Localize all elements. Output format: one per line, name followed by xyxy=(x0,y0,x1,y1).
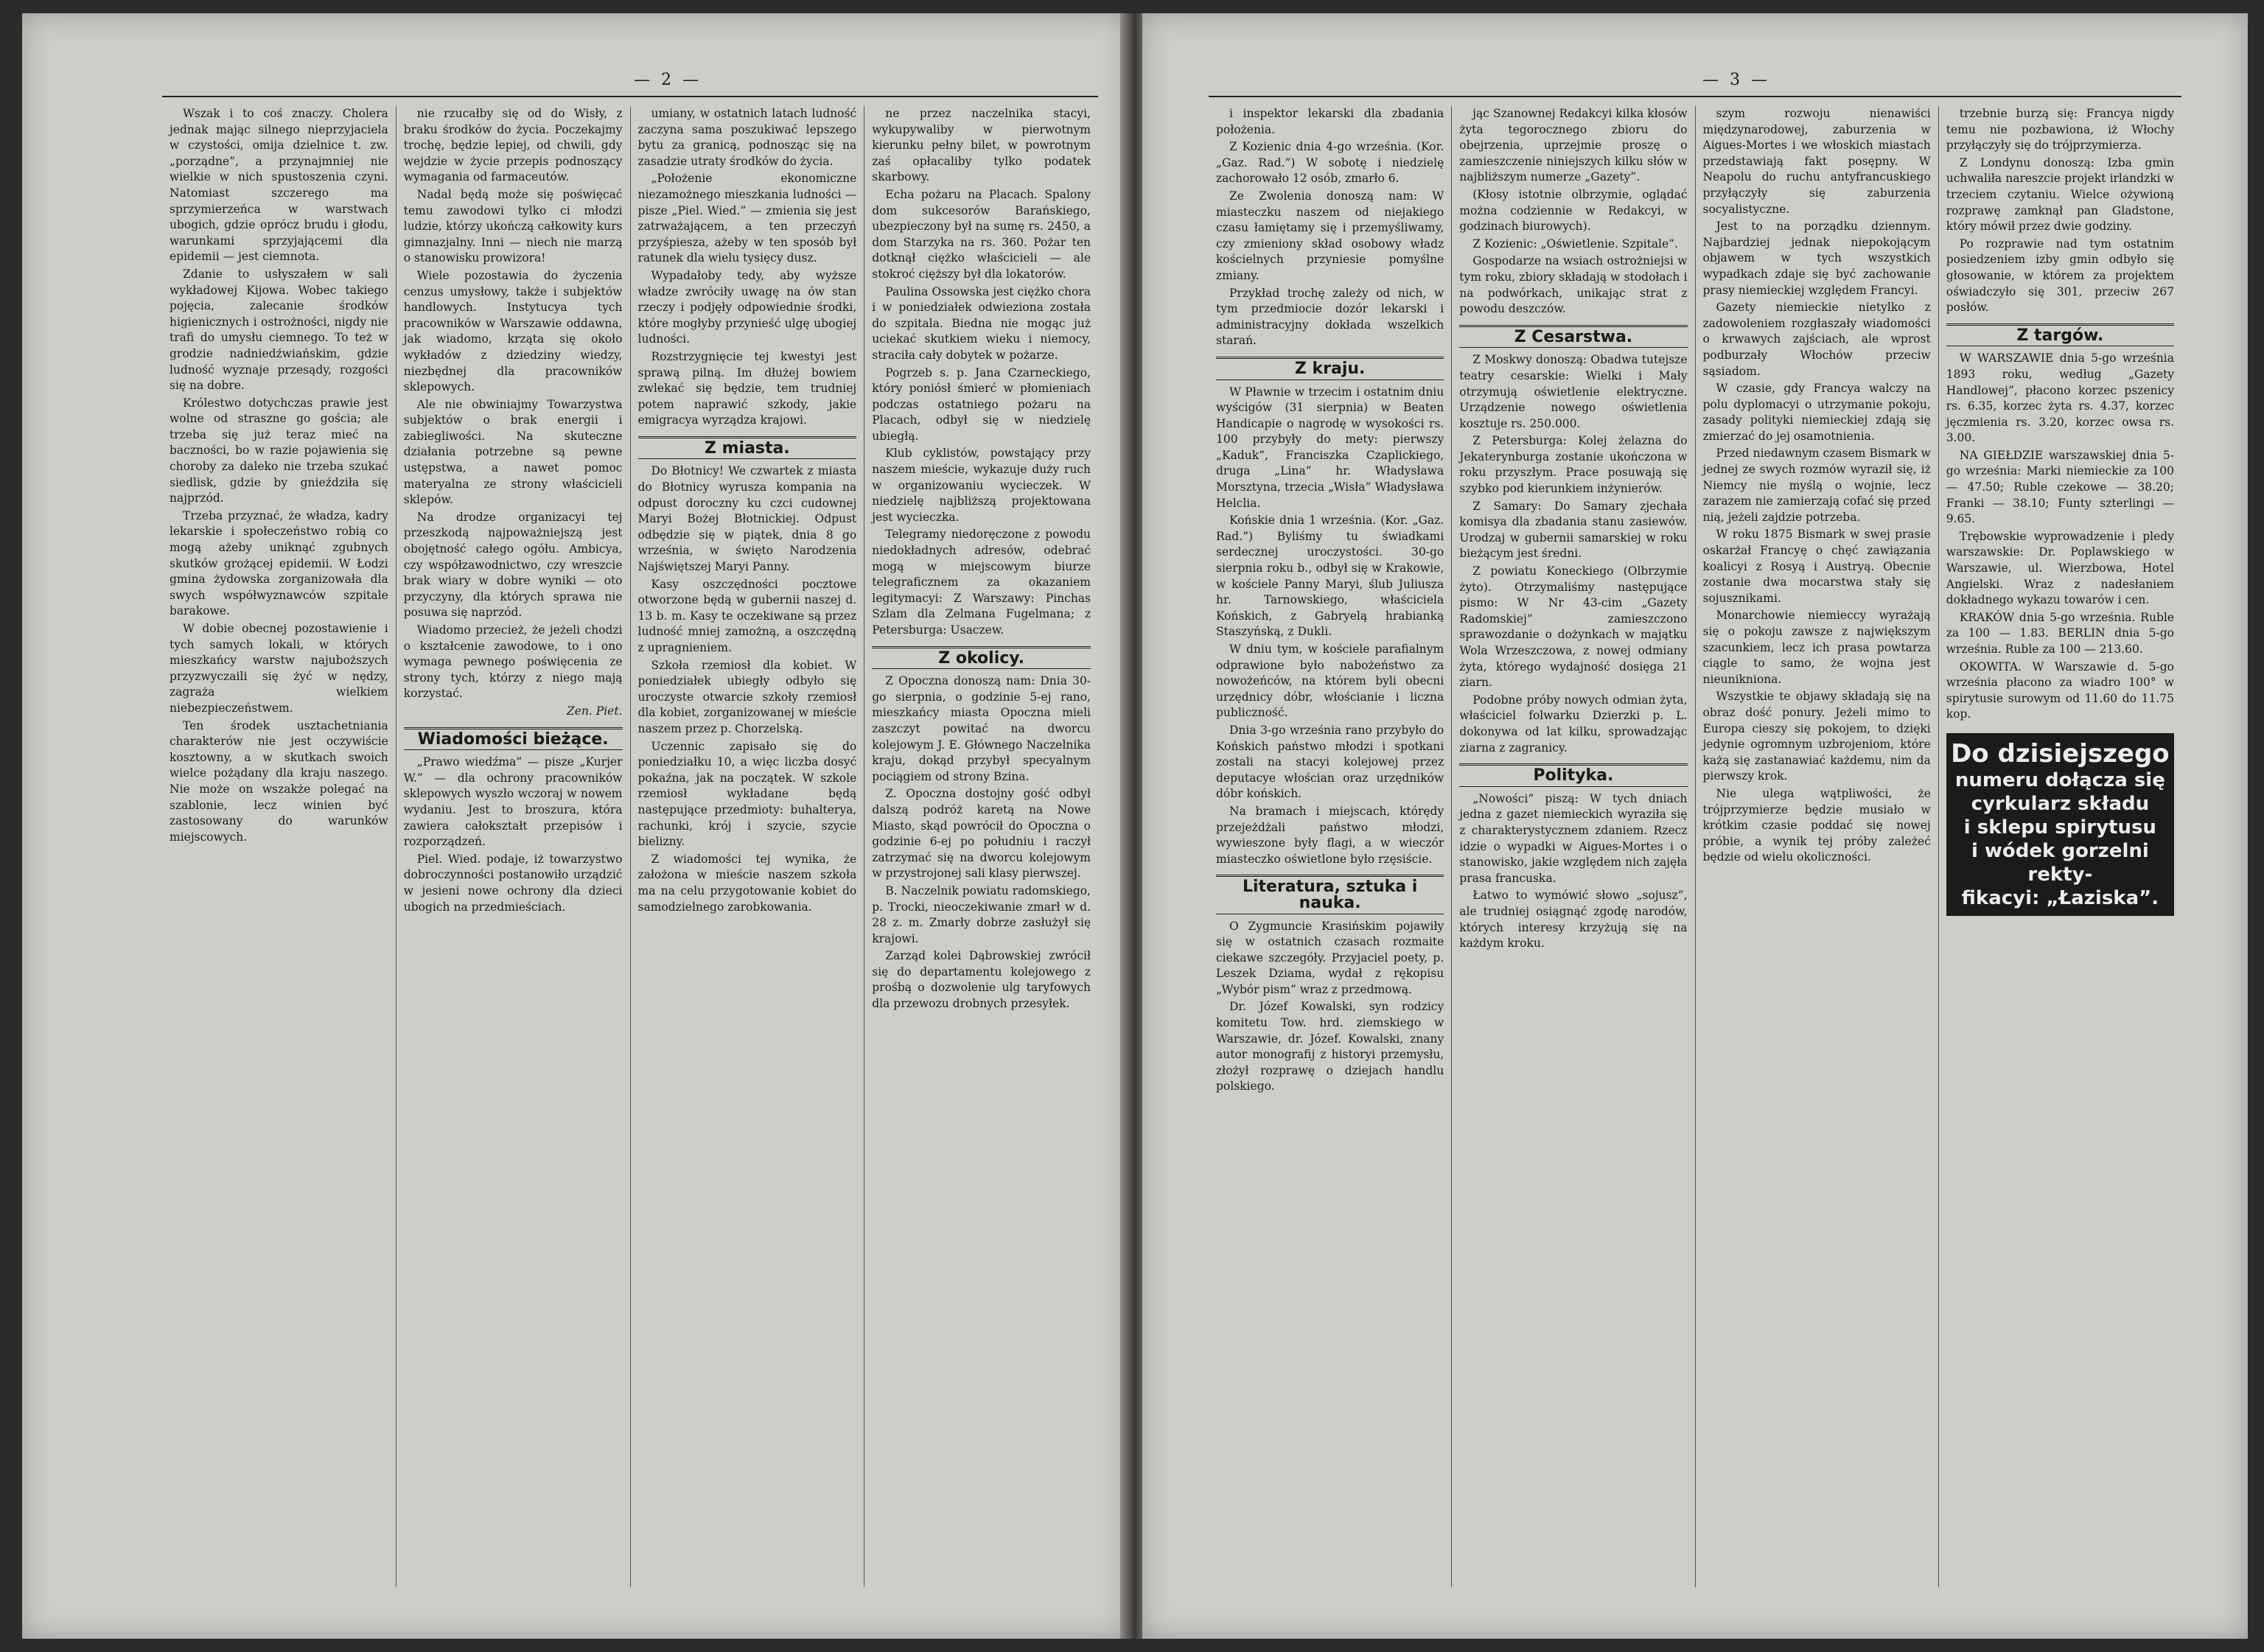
article-paragraph: szym rozwoju nienawiści międzynarodowej, zaburzenia w Aigues-Mortes i we włoskich miastach przedstawiają fakt posępny. W Neapolu do ruchu antyfrancuskiego przyłączyły się zaburzenia socyalistyczne. xyxy=(1702,107,1931,216)
advertisement-line: numeru dołącza się xyxy=(1954,769,2165,791)
article-paragraph: Z Londynu donoszą: Izba gmin uchwaliła nareszcie projekt irlandzki w trzeciem czytaniu. Wielce ożywioną rozprawę zamknął pan Gladstone, który mówił przez dwie godziny. xyxy=(1946,155,2174,234)
article-paragraph: W WARSZAWIE dnia 5-go września 1893 roku, według „Gazety Handlowej”, płacono korzec pszenicy rs. 6.35, korzec żyta rs. 4.37, korzec jęczmienia rs. 3.20, korzec owsa rs. 3.00. xyxy=(1946,351,2174,445)
text-column xyxy=(1209,106,1452,1587)
article-paragraph: Dr. Józef Kowalski, syn rodzicy komitetu Tow. hrd. ziemskiego w Warszawie, dr. Józef. Kowalski, znany autor monografij z historyi przemysłu, złożył rozprawę o dziejach handlu polskiego. xyxy=(1216,1000,1444,1093)
article-paragraph: „Nowości” piszą: W tych dniach jedna z gazet niemieckich wyraziła się z charakterystycznem zdaniem. Rzecz idzie o wypadki w Aigues-Mortes i o stanowisko, jakie względem nich zajęła prasa francuska. xyxy=(1459,791,1688,885)
article-paragraph: Ale nie obwiniajmy Towarzystwa subjektów o brak energii i zabiegliwości. Na skuteczne działania potrzebne są pewne ustępstwa, a nawet pomoc materyalna ze strony właścicieli sklepów. xyxy=(403,397,623,507)
right-columns xyxy=(1209,106,2181,1587)
article-paragraph: Łatwo to wymówić słowo „sojusz”, ale trudniej osiągnąć zgodę narodów, których interesy krzyżują się na każdym kroku. xyxy=(1459,889,1688,951)
author-signature: Zen. Piet. xyxy=(567,704,623,718)
article-paragraph: Przed niedawnym czasem Bismark w jednej ze swych rozmów wyraził się, iż Niemcy nie myślą o wojnie, lecz zarazem nie zamierzają cofać się przed nią, jeżeli zajdzie potrzeba. xyxy=(1702,447,1931,524)
article-paragraph: Kasy oszczędności pocztowe otworzone będą w gubernii naszej d. 13 b. m. Kasy te oczekiwane są przez ludność mniej zamożną, a oszczędną z upragnieniem. xyxy=(637,577,857,654)
text-column xyxy=(1452,106,1695,1587)
left-page xyxy=(22,13,1128,1639)
article-paragraph: Do Błotnicy! We czwartek z miasta do Błotnicy wyrusza kompania na odpust doroczny ku czci cudownej Maryi Bożej Błotnickiej. Odpust odbędzie się w piątek, dnia 8 go września, w święto Narodzenia Najświętszej Maryi Panny. xyxy=(637,464,857,574)
article-paragraph: Końskie dnia 1 września. (Kor. „Gaz. Rad.”) Byliśmy tu świadkami serdecznej uroczystości. 30-go sierpnia roku b., odbył się w Krakowie, w kościele Panny Maryi, ślub Juliusza hr. Tarnowskiego, właściciela Końskich, z Gabryelą hrabianką Staszyńską, z Dukli. xyxy=(1216,514,1444,639)
newspaper-spread xyxy=(22,13,2248,1639)
article-paragraph: Telegramy niedoręczone z powodu niedokładnych adresów, odebrać mogą w miejscowym biurze telegraficznem za okazaniem legitymacyi: Z Warszawy: Pinchas Szlam dla Zelmana Fugelmana; z Petersburga: Usaczew. xyxy=(872,528,1091,637)
article-paragraph: KRAKÓW dnia 5-go września. Ruble za 100 — 1.83. BERLIN dnia 5-go września. Ruble za 100 — 213.60. xyxy=(1946,610,2174,656)
text-column xyxy=(1939,106,2181,1587)
article-paragraph: Z Opoczna donoszą nam: Dnia 30-go sierpnia, o godzinie 5-ej rano, mieszkańcy miasta Opoczna mieli zaszczyt powitać na dworcu kolejowym J. E. Głównego Naczelnika kraju, dokąd przybył specyalnym pociągiem od strony Bzina. xyxy=(872,674,1091,783)
advertisement-line: cyrkularz składu xyxy=(1971,792,2150,815)
section-heading: Wiadomości bieżące. xyxy=(404,727,623,751)
article-paragraph: „Prawo wiedźma” — pisze „Kurjer W.” — dla ochrony pracowników sklepowych wyszło wczoraj w nowem wydaniu. Jest to broszura, która zawiera całokształt przepisów i rozporządzeń. xyxy=(403,755,623,849)
article-paragraph: Na drodze organizacyi tej przeszkodą najpoważniejszą jest obojętność całego ogółu. Ambicya, czy współzawodnictwo, czy wreszcie brak wiary w dobre wyniki — oto przyczyny, dla których sprawa nie posuwa się naprzód. xyxy=(403,510,623,620)
article-paragraph: Paulina Ossowska jest ciężko chora i w poniedziałek odwieziona została do szpitala. Biedna nie mogąc już uciekać skutkiem wieku i niemocy, straciła cały dobytek w pożarze. xyxy=(872,284,1091,362)
article-paragraph: Szkoła rzemiosł dla kobiet. W poniedziałek ubiegły odbyło się uroczyste otwarcie szkoły rzemiosł dla kobiet, zorganizowanej w mieście naszem przez p. Chorzelską. xyxy=(637,658,857,735)
text-column xyxy=(396,106,631,1587)
text-column xyxy=(631,106,865,1587)
article-paragraph: Rozstrzygnięcie tej kwestyi jest sprawą pilną. Im dłużej bowiem zwlekać się będzie, tem trudniej potem naprawić szkody, jakie emigracya wyrządza krajowi. xyxy=(637,349,857,427)
article-paragraph: W czasie, gdy Francya walczy na polu dyplomacyi o utrzymanie pokoju, zasady polityki niemieckiej zdają się zmierzać do jej osamotnienia. xyxy=(1702,382,1931,443)
article-paragraph: W Pławnie w trzecim i ostatnim dniu wyścigów (31 sierpnia) w Beaten Handicapie o nagrodę w wysokości rs. 100 przybyły do mety: pierwszy „Kaduk”, Franciszka Czaplickiego, druga „Lina” hr. Władysława Morsztyna, trzecia „Wisła” Władysława Helclia. xyxy=(1216,385,1444,510)
text-column xyxy=(1696,106,1939,1587)
advertisement-line: fikacyi: „Łaziska”. xyxy=(1961,886,2159,909)
article-paragraph: „Położenie ekonomiczne niezamożnego mieszkania ludności — pisze „Piel. Wied.” — zmienia się jest zatrważającem, a ten przeczyń przyśpiesza, ażeby w ten sposób był ratunek dla wielu tysięcy dusz. xyxy=(637,172,857,265)
article-paragraph: Uczennic zapisało się do poniedziałku 10, a więc liczba dosyć pokaźna, jak na początek. W szkole rzemiosł wykładane będą następujące przedmioty: buhalterya, rachunki, krój i szycie, szycie bielizny. xyxy=(637,739,857,849)
article-paragraph: jąc Szanownej Redakcyi kilka kłosów żyta tegorocznego zbioru do obejrzenia, uprzejmie proszę o zamieszczenie niniejszych kilku słów w najbliższym numerze „Gazety”. xyxy=(1459,107,1688,184)
header-rule xyxy=(1209,96,2181,97)
article-paragraph: ne przez naczelnika stacyi, wykupywaliby w pierwotnym kierunku pełny bilet, w powrotnym zaś opłacaliby tylko podatek skarbowy. xyxy=(872,107,1091,184)
text-column xyxy=(864,106,1098,1587)
section-heading: Z kraju. xyxy=(1216,357,1444,380)
article-paragraph: nie rzucałby się od do Wisły, z braku środków do życia. Poczekajmy trochę, będzie lepiej, od chwili, gdy wejdzie w życie przepis podnoszący wymagania od farmaceutów. xyxy=(403,107,623,184)
section-heading: Polityka. xyxy=(1459,763,1687,787)
article-paragraph: Wszak i to coś znaczy. Cholera jednak mając silnego nieprzyjaciela w czystości, omija dzielnice t. zw. „porządne”, a przynajmniej nie wielkie w nich spustoszenia czyni. Natomiast szczerego ma sprzymierzeńca w warstwach ubogich, gdzie oprócz brudu i głodu, warunkami sprzyjającemi dla epidemii — jest ciemnota. xyxy=(170,107,388,264)
article-paragraph: Piel. Wied. podaje, iż towarzystwo dobroczynności postanowiło urządzić w jesieni nowe ochrony dla dzieci ubogich na przedmieściach. xyxy=(403,852,623,914)
article-paragraph: Po rozprawie nad tym ostatnim posiedzeniem izby gmin odbyło się głosowanie, w którem za projektem oświadczyło się 301, przeciw 267 posłów. xyxy=(1946,237,2174,315)
article-paragraph: Wiele pozostawia do życzenia cenzus umysłowy, także i subjektów handlowych. Instytucya tych pracowników w Warszawie oddawna, jak wiadomo, krząta się około wykładów z dziedziny wiedzy, niezbędnej dla pracowników sklepowych. xyxy=(403,268,623,394)
article-paragraph: Z powiatu Koneckiego (Olbrzymie żyto). Otrzymaliśmy następujące pismo: W Nr 43-cim „Gazety Radomskiej” zamieszczono sprawozdanie o dożynkach w majątku Wola Wrzeszczowa, z nowej odmiany żyta, którego wydajność dosięga 21 ziarn. xyxy=(1459,564,1688,690)
page-number-right: — 3 — xyxy=(1702,71,1770,89)
article-paragraph: Podobne próby nowych odmian żyta, właściciel folwarku Dzierzki p. L. dokonywa od lat kilku, sprowadzając ziarna z zagranicy. xyxy=(1459,693,1688,755)
article-paragraph: Ze Zwolenia donoszą nam: W miasteczku naszem od niejakiego czasu łamiętamy się i przemyśliwamy, czy zmieniony skład osobowy władz kościelnych przyniesie pomyślne zmiany. xyxy=(1216,189,1444,282)
article-paragraph: Trębowskie wyprowadzenie i pledy warszawskie: Dr. Poplawskiego w Warszawie, ul. Wierzbowa, Hotel Angielski. Wraz z nadesłaniem dokładnego wykazu towarów i cen. xyxy=(1946,529,2174,607)
article-paragraph: Królestwo dotychczas prawie jest wolne od straszne go gościa; ale trzeba się już teraz mieć na baczności, bo w razie pojawienia się choroby za daleko nie trzeba szukać siedlisk, gdzie by gnieździła się najprzód. xyxy=(170,396,388,505)
section-heading: Z targów. xyxy=(1946,323,2174,347)
article-paragraph: Z Petersburga: Kolej żelazna do Jekaterynburga zostanie ukończona w roku przyszłym. Prace posuwają się szybko pod kierunkiem inżynierów. xyxy=(1459,434,1688,496)
article-paragraph: Z Samary: Do Samary zjechała komisya dla zbadania stanu zasiewów. Urodzaj w gubernii samarskiej w roku bieżącym jest średni. xyxy=(1459,499,1688,561)
article-paragraph: Z Kozienic dnia 4-go września. (Kor. „Gaz. Rad.”) W sobotę i niedzielę zachorowało 12 osób, zmarło 6. xyxy=(1216,140,1444,186)
article-paragraph: Pogrzeb s. p. Jana Czarneckiego, który poniósł śmierć w płomieniach podczas ostatniego pożaru na Placach, odbył się w niedzielę ubiegłą. xyxy=(872,365,1091,443)
article-paragraph: Trzeba przyznać, że władza, kadry lekarskie i społeczeństwo robią co mogą ażeby uniknąć zgubnych skutków grożącej epidemii. W Łodzi gmina żydowska zorganizowała dla swych współwyznawców szpitale barakowe. xyxy=(170,508,388,618)
header-rule xyxy=(162,96,1098,97)
left-columns xyxy=(162,106,1098,1587)
article-paragraph: Monarchowie niemieccy wyrażają się o pokoju zawsze z największym szacunkiem, lecz ich prasa powtarza ciągle to samo, że wojna jest nieunikniona. xyxy=(1702,609,1931,686)
page-number-left: — 2 — xyxy=(634,71,702,89)
article-paragraph: i inspektor lekarski dla zbadania położenia. xyxy=(1216,107,1444,136)
article-paragraph: W dobie obecnej pozostawienie i tych samych lokali, w których mieszkańcy warstw najuboższych przyzwyczaili się żyć w nędzy, zagraża wielkiem niebezpieczeństwem. xyxy=(170,622,388,715)
advertisement-line: i wódek gorzelni rekty- xyxy=(1971,839,2149,886)
article-paragraph: Gazety niemieckie nietylko z zadowoleniem rozgłaszały wiadomości o krwawych zajściach, ale wprost podburzały Włochów przeciw sąsiadom. xyxy=(1702,301,1931,378)
article-paragraph: OKOWITA. W Warszawie d. 5-go września płacono za wiadro 100° w spirytusie surowym od 11.60 do 11.75 kop. xyxy=(1946,659,2174,721)
article-paragraph: umiany, w ostatnich latach ludność zaczyna sama poszukiwać lepszego bytu za granicą, podnosząc się na zasadzie utraty środków do życia. xyxy=(637,107,857,168)
advertisement-line: i sklepu spirytusu xyxy=(1963,816,2156,839)
article-paragraph: NA GIEŁDZIE warszawskiej dnia 5-go września: Marki niemieckie za 100 — 47.50; Ruble czekowe — 38.20; Franki — 38.10; Funty szterlingi — 9.65. xyxy=(1946,448,2174,526)
article-paragraph: (Kłosy istotnie olbrzymie, oglądać można codziennie w Redakcyi, w godzinach biurowych). xyxy=(1459,187,1688,234)
article-paragraph: Na bramach i miejscach, którędy przejeżdżali państwo młodzi, wywieszone były flagi, a w wieczór miasteczko oświetlone było rzęsiście. xyxy=(1216,804,1444,866)
article-paragraph: Z Kozienic: „Oświetlenie. Szpitale”. xyxy=(1472,237,1679,251)
article-paragraph: Wszystkie te objawy składają się na obraz dość ponury. Jeżeli mimo to Europa cieszy się pokojem, to dzięki jedynie ogromnym uzbrojeniom, które każą się zastanawiać każdemu, nim da pierwszy krok. xyxy=(1702,690,1931,783)
right-page xyxy=(1142,13,2248,1639)
section-heading: Literatura, sztuka i nauka. xyxy=(1216,875,1444,914)
article-paragraph: Jest to na porządku dziennym. Najbardziej jednak niepokojącym objawem w tych wszystkich wypadkach zdaje się być zachowanie prasy niemieckiej względem Francyi. xyxy=(1702,220,1931,297)
article-paragraph: Echa pożaru na Placach. Spalony dom sukcesorów Barańskiego, ubezpieczony był na sumę rs. 2450, a dom Starzyka na rs. 360. Pożar ten dotknął ciężko właścicieli — ale stokroć cięższy był dla lokatorów. xyxy=(872,187,1091,281)
section-heading: Z Cesarstwa. xyxy=(1459,325,1687,349)
article-paragraph: B. Naczelnik powiatu radomskiego, p. Trocki, nieoczekiwanie zmarł w d. 28 z. m. Zmarły dobrze zasłużył się krajowi. xyxy=(872,883,1091,945)
text-column xyxy=(162,106,396,1587)
article-paragraph: Zdanie to usłyszałem w sali wykładowej Kijowa. Wobec takiego pojęcia, zalecanie środków higienicznych i ostrożności, nigdy nie trafi do umysłu ciemnego. To też w grodzie nadniedźwiańskim, gdzie ludność wyznaje przesądy, rozgości się na dobre. xyxy=(170,267,388,393)
article-paragraph: Klub cyklistów, powstający przy naszem mieście, wykazuje duży ruch w organizowaniu wycieczek. W niedzielę najbliższą projektowana jest wycieczka. xyxy=(872,447,1091,524)
article-paragraph: Z. Opoczna dostojny gość odbył dalszą podróż karetą na Nowe Miasto, skąd powrócił do Opoczna o godzinie 6-ej po południu i raczył zatrzymać się na dworcu kolejowym w przystrojonej sali klasy pierwszej. xyxy=(872,787,1091,881)
article-paragraph: trzebnie burzą się: Francya nigdy temu nie pozbawiona, iż Włochy przyłączyły się do trójprzymierza. xyxy=(1946,107,2174,153)
article-paragraph: Gospodarze na wsiach ostrożniejsi w tym roku, zbiory składają w stodołach i na podwórkach, unikając strat z powodu deszczów. xyxy=(1459,254,1688,316)
section-heading: Z okolicy. xyxy=(872,646,1091,670)
article-paragraph: Wiadomo przecież, że jeżeli chodzi o kształcenie zawodowe, to i ono wymaga pewnego poświęcenia ze strony tych, którzy z niego mają korzystać. xyxy=(403,623,623,701)
article-paragraph: W dniu tym, w kościele parafialnym odprawione było nabożeństwo za nowożeńców, na którem byli obecni urzędnicy dóbr, włościanie i liczna publiczność. xyxy=(1216,643,1444,720)
article-paragraph: Nadal będą może się poświęcać temu zawodowi tylko ci młodzi ludzie, którzy ukończą całkowity kurs gimnazjalny. Inni — niech nie marzą o stanowisku prowizora! xyxy=(403,187,623,265)
article-paragraph: Nie ulega wątpliwości, że trójprzymierze będzie musiało w krótkim czasie poddać się nowej próbie, a wynik tej próby zależeć będzie od wielu okoliczności. xyxy=(1702,786,1931,864)
article-paragraph: Przykład trochę zależy od nich, w tym przedmiocie dozór lekarski i administracyjny dokłada wszelkich starań. xyxy=(1216,286,1444,348)
advertisement-line: Do dzisiejszego xyxy=(1951,738,2170,769)
article-paragraph: Z Moskwy donoszą: Obadwa tutejsze teatry cesarskie: Wielki i Mały otrzymują oświetlenie elektryczne. Urządzenie nowego oświetlenia kosztuje rs. 250.000. xyxy=(1459,353,1688,430)
article-paragraph: Zarząd kolei Dąbrowskiej zwrócił się do departamentu kolejowego z prośbą o dozwolenie ulg taryfowych dla przewozu drobnych przesyłek. xyxy=(872,949,1091,1011)
advertisement-box xyxy=(1946,733,2174,916)
article-paragraph: W roku 1875 Bismark w swej prasie oskarżał Francyę o chęć zawiązania koalicyi z Rosyą i Austryą. Obecnie zostanie dwa mocarstwa stały się sojusznikami. xyxy=(1702,528,1931,605)
section-heading: Z miasta. xyxy=(638,436,857,460)
article-paragraph: O Zygmuncie Krasińskim pojawiły się w ostatnich czasach rozmaite ciekawe szczegóły. Przyjaciel poety, p. Leszek Dziama, wydał z rękopisu „Wybór pism” wraz z przedmową. xyxy=(1216,919,1444,996)
article-paragraph: Wypadałoby tedy, aby wyższe władze zwróciły uwagę na ów stan rzeczy i podjęły odpowiednie środki, które mogłyby przynieść ulgę ubogiej ludności. xyxy=(637,268,857,346)
article-paragraph: Dnia 3-go września rano przybyło do Końskich państwo młodzi i spotkani zostali na stacyi kolejowej przez deputacye włościan oraz urzędników dóbr końskich. xyxy=(1216,723,1444,801)
article-paragraph: Ten środek usztachetniania charakterów nie jest oczywiście kosztowny, a w skutkach swoich wielce pożądany dla kraju naszego. Nie może on wszakże polegać na szablonie, lecz winien być zastosowany do warunków miejscowych. xyxy=(170,718,388,844)
article-paragraph: Z wiadomości tej wynika, że założona w mieście naszem szkoła ma na celu przygotowanie kobiet do samodzielnego zarobkowania. xyxy=(637,852,857,914)
